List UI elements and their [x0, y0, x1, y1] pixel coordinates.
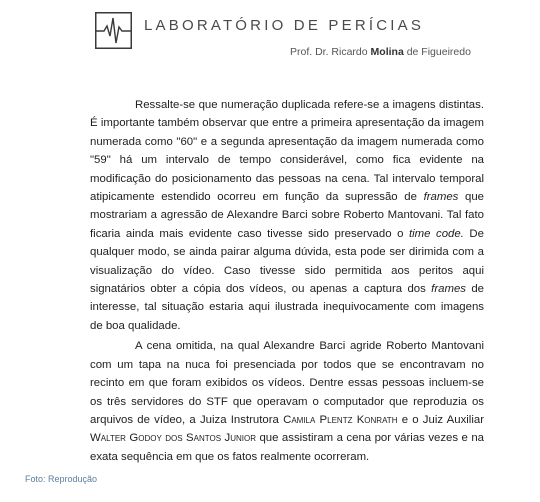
- text-run: Ressalte-se que numeração duplicada refere-se a imagens distintas. É importante também observar que entre a primeira apresentação da imagem numerada como "60" e a segunda apresentação da imagem numerada como "59" há um intervalo de tempo considerável, como fica evidente na modificação do posicionamento das pessoas na cena. Tal intervalo temporal atipicamente estendido ocorreu em função da supressão de: [90, 99, 484, 204]
- judge-name: Walter Godoy dos Santos Junior: [90, 432, 256, 445]
- text-run: que mostrariam a agressão de Alexandre Barci sobre Roberto Mantovani. Tal fato ficaria ainda mais evidente caso tivesse sido preservado o: [90, 191, 485, 240]
- paragraph-1: [90, 96, 484, 335]
- italic-term: frames: [423, 191, 459, 204]
- author-line: [290, 46, 471, 58]
- lab-title: LABORATÓRIO DE PERÍCIAS: [144, 17, 425, 34]
- document-body: [90, 96, 484, 466]
- italic-term: time code.: [408, 227, 464, 240]
- author-bold: Molina: [370, 46, 404, 58]
- text-run: que assistiram a cena por várias vezes e na exata sequência em que os fatos realmente ocorreram.: [90, 432, 484, 463]
- waveform-logo-icon: [95, 12, 132, 49]
- text-run: A cena omitida, na qual Alexandre Barci agride Roberto Mantovani com um tapa na nuca foi presenciada por todos que se encontravam no recinto em que foram exibidos os vídeos. Dentre essas pessoas incluem-se os três servidores do STF que operavam o computador que reproduzia os arquivos de vídeo, a Juiza Instrutora: [90, 340, 484, 426]
- text-run: de interesse, tal situação estaria aqui ilustrada inequivocamente com imagens de boa qualidade.: [90, 283, 484, 332]
- judge-name: Camila Plentz Konrath: [283, 413, 398, 426]
- text-run: De qualquer modo, se ainda pairar alguma dúvida, esta pode ser dirimida com a visualização do vídeo. Caso tivesse sido permitida aos peritos aqui signatários obter a cópia dos vídeos, ou apenas a captura dos: [90, 227, 484, 296]
- author-suffix: de Figueiredo: [406, 46, 471, 58]
- paragraph-2: [90, 337, 484, 466]
- author-prefix: Prof. Dr. Ricardo: [290, 46, 368, 58]
- italic-term: frames: [431, 283, 466, 296]
- photo-credit: Foto: Reprodução: [25, 474, 98, 484]
- text-run: e o Juiz Auxiliar: [397, 413, 484, 426]
